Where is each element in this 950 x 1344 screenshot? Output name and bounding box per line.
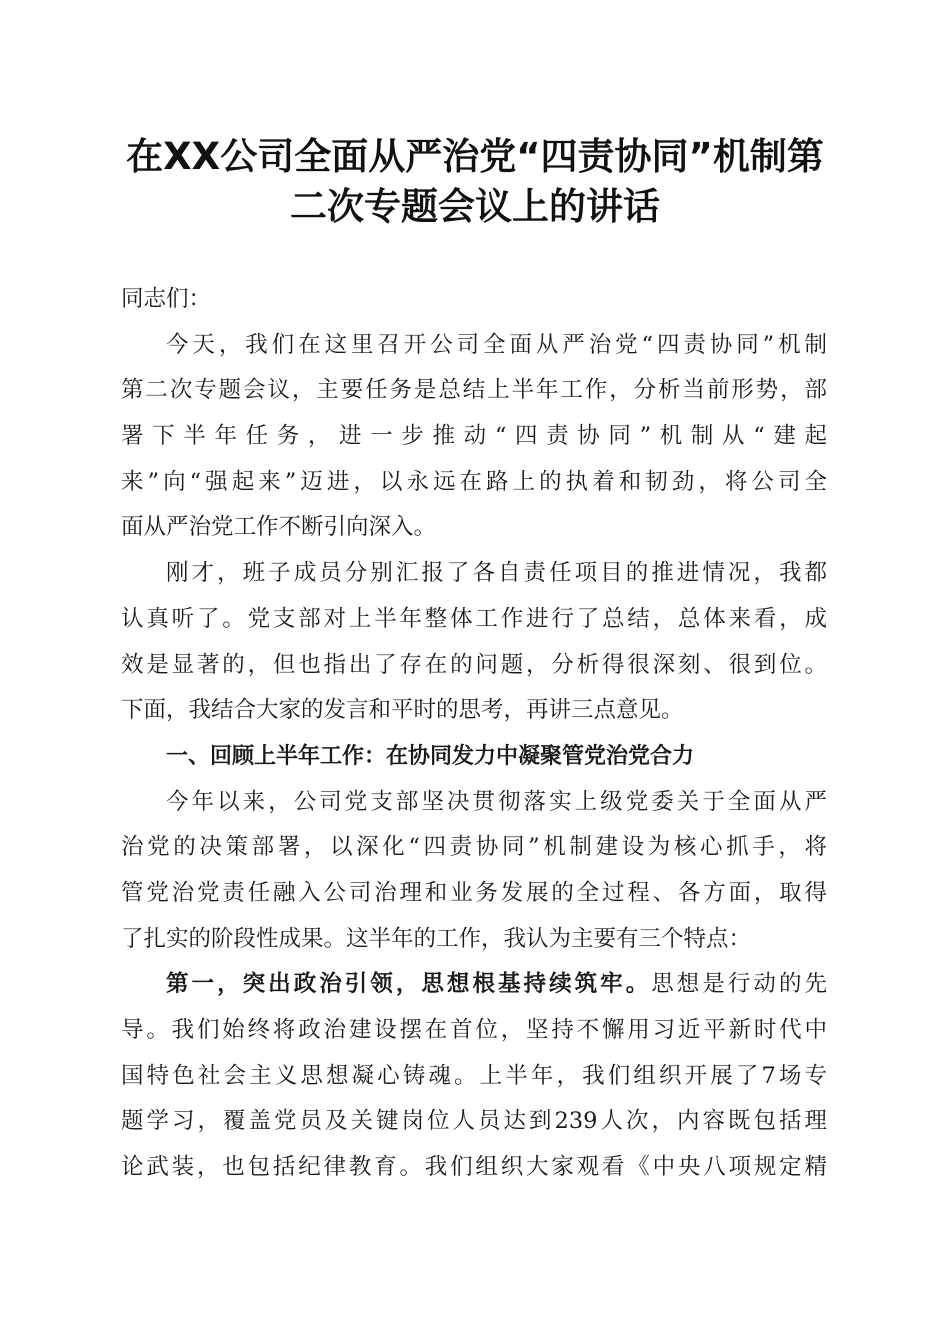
title-line-1: 在XX公司全面从严治党“四责协同”机制第 <box>126 135 824 178</box>
paragraph-1-line-3: 署下半年任务，进一步推动“四责协同”机制从“建起 <box>121 423 827 450</box>
section-paragraph-line-1: 今年以来，公司党支部坚决贯彻落实上级党委关于全面从严 <box>166 788 827 815</box>
paragraph-2-line-3: 效是显著的，但也指出了存在的问题，分析得很深刻、很到位。 <box>121 651 827 678</box>
paragraph-1-line-2: 第二次专题会议，主要任务是总结上半年工作，分析当前形势，部 <box>121 377 827 404</box>
paragraph-2-line-1: 刚才，班子成员分别汇报了各自责任项目的推进情况，我都 <box>166 560 827 587</box>
document-body <box>121 277 827 1191</box>
point-one-line-2: 导。我们始终将政治建设摆在首位，坚持不懈用习近平新时代中 <box>121 1017 827 1043</box>
paragraph-1-line-4: 来”向“强起来”迈进，以永远在路上的执着和韧劲，将公司全 <box>121 468 827 495</box>
title-line-2: 二次专题会议上的讲话 <box>290 185 660 228</box>
point-one-line-4: 题学习，覆盖党员及关键岗位人员达到239人次，内容既包括理 <box>121 1108 827 1135</box>
document-title <box>110 132 840 232</box>
salutation: 同志们： <box>121 286 212 312</box>
section-paragraph-line-2: 治党的决策部署，以深化“四责协同”机制建设为核心抓手，将 <box>121 834 827 861</box>
paragraph-2-line-4: 下面，我结合大家的发言和平时的思考，再讲三点意见。 <box>121 697 684 724</box>
paragraph-1-line-1: 今天，我们在这里召开公司全面从严治党“四责协同”机制 <box>166 331 827 358</box>
point-one-line-1 <box>121 962 827 1008</box>
point-one-lead: 第一，突出政治引领，思想根基持续筑牢。 <box>166 971 652 998</box>
paragraph-2-line-2: 认真听了。党支部对上半年整体工作进行了总结，总体来看，成 <box>121 605 827 632</box>
section-paragraph-line-4: 了扎实的阶段性成果。这半年的工作，我认为主要有三个特点： <box>121 925 752 952</box>
section-paragraph-line-3: 管党治党责任融入公司治理和业务发展的全过程、各方面，取得 <box>121 879 827 906</box>
point-one-first-line-rest: 思想是行动的先 <box>651 971 827 998</box>
section-heading-1: 一、回顾上半年工作：在协同发力中凝聚管党治党合力 <box>166 743 695 769</box>
point-one-line-3: 国特色社会主义思想凝心铸魂。上半年，我们组织开展了7场专 <box>121 1062 827 1089</box>
paragraph-1-line-5: 面从严治党工作不断引向深入。 <box>121 514 437 541</box>
point-one-line-5: 论武装，也包括纪律教育。我们组织大家观看《中央八项规定精 <box>121 1154 827 1181</box>
